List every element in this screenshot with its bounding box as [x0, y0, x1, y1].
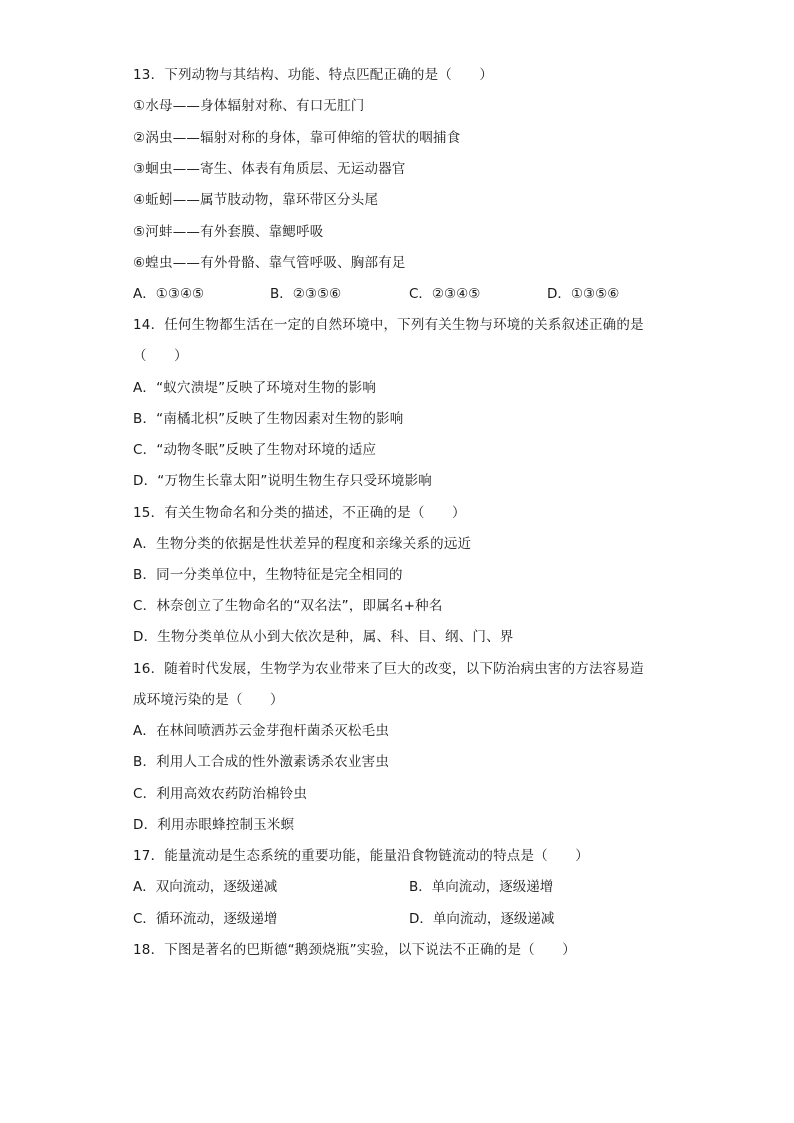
q16-option-d: D．利用赤眼蜂控制玉米螟 — [133, 817, 295, 833]
q13-option-a: A．①③④⑤ — [133, 286, 205, 302]
q18-stem: 18．下图是著名的巴斯德“鹅颈烧瓶”实验，以下说法不正确的是（ ） — [133, 942, 576, 958]
q13-option-b: B．②③⑤⑥ — [270, 286, 342, 302]
q14-stem-line1: 14．任何生物都生活在一定的自然环境中，下列有关生物与环境的关系叙述正确的是 — [133, 317, 644, 333]
q16-stem-line1: 16．随着时代发展，生物学为农业带来了巨大的改变，以下防治病虫害的方法容易造 — [133, 661, 644, 677]
q17-stem: 17．能量流动是生态系统的重要功能，能量沿食物链流动的特点是（ ） — [133, 848, 589, 864]
q13-item-1: ①水母——身体辐射对称、有口无肛门 — [133, 98, 365, 114]
q13-option-c: C．②③④⑤ — [409, 286, 481, 302]
q16-option-c: C．利用高效农药防治棉铃虫 — [133, 786, 308, 802]
q14-stem-line2: （ ） — [133, 348, 188, 364]
q15-option-d: D．生物分类单位从小到大依次是种，属、科、目、纲、门、界 — [133, 629, 514, 645]
q17-option-a: A．双向流动，逐级递减 — [133, 879, 278, 895]
q13-item-4: ④蚯蚓——属节肢动物，靠环带区分头尾 — [133, 192, 379, 208]
q13-option-d: D．①③⑤⑥ — [547, 286, 620, 302]
q13-item-2: ②涡虫——辐射对称的身体，靠可伸缩的管状的咽捕食 — [133, 130, 461, 146]
q16-option-b: B．利用人工合成的性外激素诱杀农业害虫 — [133, 754, 390, 770]
q17-option-d: D．单向流动，逐级递减 — [409, 911, 555, 927]
q17-option-c: C．循环流动，逐级递增 — [133, 911, 278, 927]
q15-option-b: B．同一分类单位中，生物特征是完全相同的 — [133, 567, 403, 583]
q13-item-6: ⑥蝗虫——有外骨骼、靠气管呼吸、胸部有足 — [133, 255, 406, 271]
q14-option-d: D．“万物生长靠太阳”说明生物生存只受环境影响 — [133, 473, 432, 489]
q16-stem-line2: 成环境污染的是（ ） — [133, 692, 284, 708]
q15-stem: 15．有关生物命名和分类的描述，不正确的是（ ） — [133, 505, 466, 521]
q15-option-c: C．林奈创立了生物命名的“双名法”，即属名+种名 — [133, 598, 443, 614]
q14-option-c: C．“动物冬眠”反映了生物对环境的适应 — [133, 442, 377, 458]
q13-item-3: ③蛔虫——寄生、体表有角质层、无运动器官 — [133, 161, 406, 177]
q13-stem: 13．下列动物与其结构、功能、特点匹配正确的是（ ） — [133, 67, 494, 83]
q14-option-b: B．“南橘北枳”反映了生物因素对生物的影响 — [133, 411, 404, 427]
q14-option-a: A．“蚁穴溃堤”反映了环境对生物的影响 — [133, 380, 377, 396]
q15-option-a: A．生物分类的依据是性状差异的程度和亲缘关系的远近 — [133, 536, 472, 552]
q17-option-b: B．单向流动，逐级递增 — [409, 879, 554, 895]
q13-item-5: ⑤河蚌——有外套膜、靠鳃呼吸 — [133, 224, 324, 240]
q16-option-a: A．在林间喷洒苏云金芽孢杆菌杀灭松毛虫 — [133, 723, 390, 739]
